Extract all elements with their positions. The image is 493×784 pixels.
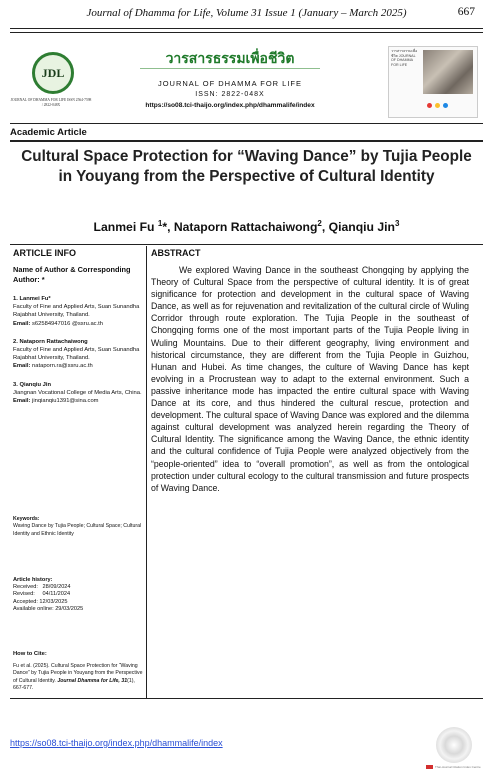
author-email[interactable]: s62584947016 @ssru.ac.th (32, 320, 104, 327)
keywords-block (13, 516, 143, 538)
author-info-name: 1. Lanmei Fu* (13, 296, 51, 302)
cite-text: Fu et al. (2025). Cultural Space Protection for “Waving Dance” by Tujia People in Youyang from the Perspective of Cultural Identity. (13, 662, 143, 684)
author-email[interactable]: nataporn.ra@ssru.ac.th (32, 363, 93, 370)
journal-name: JOURNAL OF DHAMMA FOR LIFE (157, 79, 303, 88)
author-info-name: 3. Qianqiu Jin (13, 381, 52, 388)
bottom-rule (10, 698, 483, 699)
cite-issue: (1), 667-677. (13, 677, 135, 692)
author-1: Lanmei Fu (93, 220, 158, 235)
author-3-sup: 3 (395, 219, 400, 228)
email-label: Email: (13, 363, 31, 370)
author-separator: , (321, 220, 329, 235)
logo-text: JDL (41, 65, 65, 80)
running-head: Journal of Dhamma for Life, Volume 31 Issue 1 (January – March 2025) (86, 7, 407, 19)
section-rule (10, 140, 483, 142)
author-info-heading: Name of Author & Corresponding Author: * (13, 265, 131, 284)
author-email[interactable]: jinqianqiu1391@sina.com (32, 398, 99, 405)
column-divider (146, 246, 147, 698)
banner-rule (10, 123, 483, 124)
article-info-heading: ARTICLE INFO (13, 248, 76, 258)
abstract-heading: ABSTRACT (151, 248, 201, 258)
logo-caption: JOURNAL OF DHAMMA FOR LIFE ISSN 2564-7598 / 2822-048X (10, 98, 92, 107)
cite-journal: Journal Dhamma for Life, 31 (57, 677, 128, 684)
cover-dot-icon (443, 103, 448, 108)
tci-badge-text: Thai-Journal Citation Index Centre (435, 765, 481, 769)
email-label: Email: (13, 398, 31, 405)
author-affiliation: Faculty of Fine and Applied Arts, Suan Sunandha Rajabhat University, Thailand. (13, 304, 140, 319)
article-title: Cultural Space Protection for “Waving Dance” by Tujia People in Youyang from the Perspective of Cultural Identity (21, 148, 472, 185)
keywords-text: Waving Dance by Tujia People; Cultural Space; Cultural Identity and Ethnic Identity (13, 523, 142, 537)
thai-journal-title: วารสารธรรมเพื่อชีวิต (165, 51, 295, 67)
received-date: Received: 28/09/2024 (13, 584, 71, 591)
cover-dot-icon (427, 103, 432, 108)
journal-issn: ISSN: 2822-048X (195, 91, 265, 98)
corresponding-mark: *, (162, 220, 174, 235)
available-date: Available online: 29/03/2025 (13, 605, 84, 612)
article-history (13, 577, 143, 613)
journal-url[interactable]: https://so08.tci-thaijo.org/index.php/dhammalife/index (145, 102, 315, 109)
cover-dot-icon (435, 103, 440, 108)
title-underline (140, 68, 320, 69)
article-info-column (13, 248, 143, 405)
revised-date: Revised: 04/11/2024 (13, 591, 71, 598)
cover-photo (423, 50, 473, 94)
abstract-text: We explored Waving Dance in the southeast Chongqing by applying the Theory of Cultural Space from the perspective of cultural identity. It is of great significance for protection and development in the cultural space of Waving Dance, as well as for rejuvenation and revitalization of the cultural circle of Wuling Corridor through route exploration. The Tujia People in the southeast of Chongqing forms one of the most important parts of the Tujia People living in Wuling Mountains. Due to their different geography, living environment and historical circumstance, they are different from the Tujia People in Guizhou, Hunan and Hubei. As time changes, the culture of Waving Dance has kept evolving in a Procrustean way to adapt to the external environment. Such a passive inheritance mode has impacted the entire cultural space with Waving Dance at its core, and thus hindered the cultural rescue, protection and development. The cultural space of Waving Dance was explored and the dilemma against cultural development was analyzed herein regarding the Theory of Cultural Identity. The significance among the Waving Dance, the ethnic identity and the cultural confidence of Tujia People were analyzed objectively from the “people-oriented” idea to “overall promotion”, as well as from the ontological protection under cultural ecology to the cultural transmission and future prospects of Waving Dance. (151, 265, 469, 493)
history-heading: Article history: (13, 577, 53, 583)
author-3: Qianqiu Jin (328, 220, 395, 235)
journal-banner (10, 44, 483, 122)
author-affiliation: Faculty of Fine and Applied Arts, Suan Sunandha Rajabhat University, Thailand. (13, 347, 140, 362)
author-info-3 (13, 381, 143, 406)
cite-heading: How to Cite: (13, 651, 47, 657)
author-email-line (13, 362, 143, 370)
header-rule-bottom (10, 32, 483, 33)
author-line (15, 219, 478, 234)
journal-cover-thumbnail (388, 46, 478, 118)
author-email-line (13, 397, 143, 405)
accepted-date: Accepted: 12/03/2025 (13, 598, 68, 605)
journal-logo (32, 52, 74, 94)
info-rule (10, 244, 483, 245)
abstract-column (151, 248, 469, 494)
tci-disc-icon (436, 727, 472, 763)
tci-badge-icon (426, 765, 433, 769)
email-label: Email: (13, 320, 31, 327)
author-2-sup: 2 (317, 219, 322, 228)
author-email-line (13, 320, 143, 328)
citation-block (13, 651, 143, 693)
author-affiliation: Jiangnan Vocational College of Media Arts, China. (13, 389, 142, 396)
author-info-1 (13, 295, 143, 328)
keywords-heading: Keywords: (13, 516, 40, 522)
page-number: 667 (457, 6, 475, 18)
author-2: Nataporn Rattachaiwong (173, 220, 318, 235)
cover-heading: วารสารธรรมเพื่อชีวิต JOURNAL OF DHAMMA FOR LIFE (391, 49, 418, 67)
author-info-2 (13, 338, 143, 371)
article-type: Academic Article (10, 127, 87, 138)
author-1-sup: 1 (157, 219, 163, 228)
footer-url-link[interactable]: https://so08.tci-thaijo.org/index.php/dhammalife/index (10, 738, 223, 748)
header-rule-top (10, 28, 483, 29)
author-info-name: 2. Nataporn Rattachaiwong (13, 338, 88, 345)
